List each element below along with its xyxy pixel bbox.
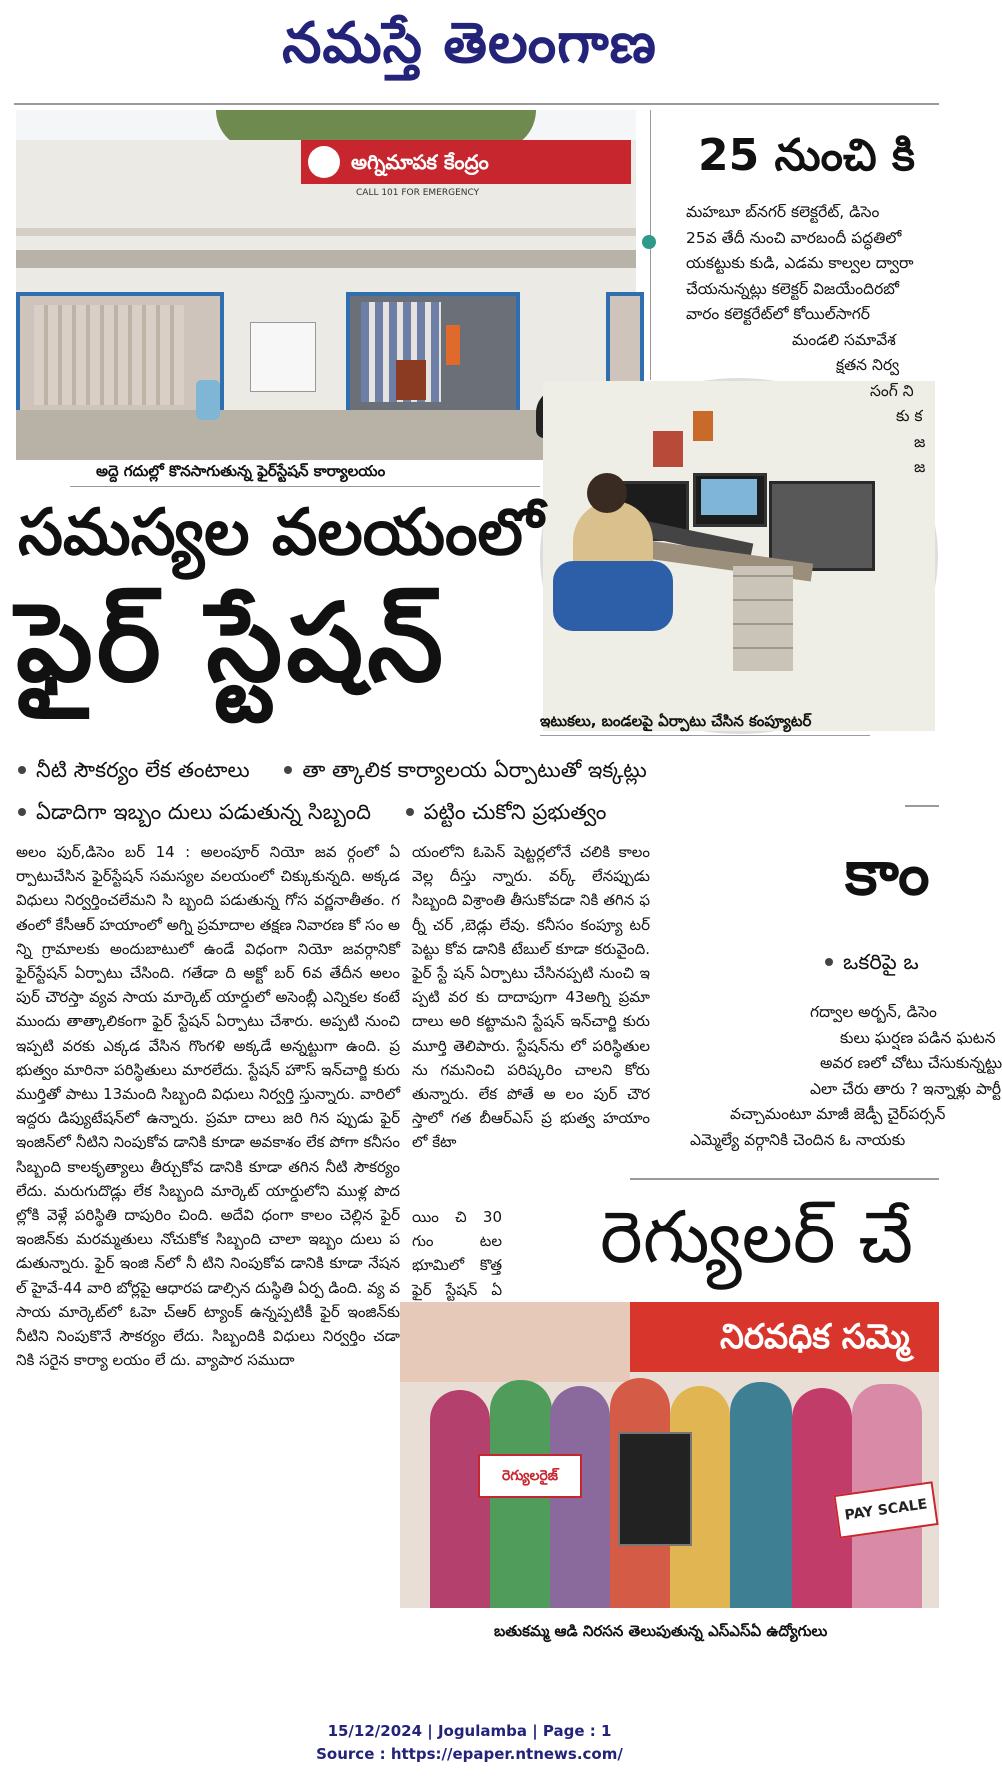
- footer-date-edition: 15/12/2024 | Jogulamba | Page : 1: [327, 1722, 612, 1740]
- body-column-1: అలం పుర్,డిసెం బర్ 14 : అలంపూర్ నియో జవ ర్గంలో ఏర్పాటుచేసిన ఫైర్‌స్టేషన్ సమస్యల వలయంలో చిక్కుకున్నది. అక్కడ విధులు నిర్వర్తించలేమని సి బ్బంది పడుతున్న గోస వర్ణనాతీతం. గతంలో కేసీఆర్ హయాంలో అగ్ని ప్రమాదాల తక్షణ నివారణ కో సం అన్ని గ్రామాలకు అందుబాటులో ఉండే విధంగా నియో జవర్గానికో ఫైర్‌స్టేషన్ ఏర్పాటు చేసింది. గతేడా ది అక్టో బర్ 6వ తేదీన అలం పుర్ చౌరస్తా వ్యవ సాయ మార్కెట్ యార్డులో అసెంబ్లీ ఎన్నికల కంటే ముందు తాత్కాలికంగా ఫైర్ స్టేషన్ ఏర్పాటు చేశారు. అప్పటి నుంచి ఇప్పటి వరకు ఎక్కడ వేసిన గొంగళి అక్కడే అన్నట్టుగా ఉంది. ప్రభుత్వం మారినా పరిస్థితులు మారలేదు. స్టేషన్ హౌస్ ఇన్‌చార్జి కురు ముర్తితో పాటు 13మంది సిబ్బంది విధులు నిర్వర్తి స్తున్నారు. వారిలో ఇద్దరు డిప్యుటేషన్‌లో ఉన్నారు. ప్రమా దాలు జరి గిన ప్పుడు ఫైర్ ఇంజిన్‌లో నీటిని నింపుకోవ డానికి కూడా అవకాశం లేక పోగా కనీసం సిబ్బంది కాలకృత్యాలు తీర్చుకోవ డానికి కూడా తగిన నీటి సౌకర్యం లేదు. మరుగుదొడ్లు లేక సిబ్బంది మార్కెట్ యార్డులోని ముళ్ల పొదల్లోకి వెళ్లే పరిస్థితి దాపురిం చింది. అదేవి ధంగా కాలం చెల్లిన ఫైర్ ఇంజిన్‌కు మరమ్మతులు నోచుకోక సిబ్బంది చాలా ఇబ్బం దులు పడుతున్నారు. ఫైర్ ఇంజి న్‌లో నీ టిని నింపుకోవ డానికి కూడా నేషనల్ హైవే-44 వారి బోర్లపై ఆధారప డాల్సిన దుస్థితి ఏర్ప డింది. వ్య వ సాయ మార్కెట్‌లో ఓహె చ్‌ఆర్ ట్యాంక్ ఉన్నప్పటికీ ఫైర్ ఇంజిన్‌కు నీటిని నింపుకొనే సౌకర్యం లేదు. సిబ్బందికి విధులు నిర్వర్తిం చడా నికి సరైన కార్యా లయం లే దు. వ్యాపార సముదా: [16, 843, 400, 1370]
- bullet-icon: [18, 766, 26, 774]
- protester: [430, 1390, 490, 1608]
- cutout-board: [618, 1432, 692, 1546]
- masthead-title: నమస్తే తెలంగాణ: [282, 10, 657, 76]
- side-text-line: యకట్టుకు కుడి, ఎడమ కాల్వల ద్వారా: [686, 254, 914, 272]
- side-text-line: కు క: [896, 407, 923, 425]
- side-text-line: వారం కలెక్టరేట్‌లో కోయిల్‌సాగర్: [686, 305, 870, 323]
- side-story2-subhead: [825, 948, 939, 976]
- side-text-line: జ: [914, 432, 926, 451]
- side-text-line: అవర ణలో చోటు చేసుకున్నట్టు: [820, 1054, 1002, 1072]
- side-text-line: గద్వాల అర్బన్, డిసెం: [810, 1003, 937, 1021]
- placard-pay-scale: PAY SCALE: [833, 1481, 938, 1538]
- emblem-icon: [308, 146, 340, 178]
- side-text-line: సంగ్ ని: [870, 381, 914, 400]
- equipment-cage: [769, 481, 875, 571]
- side-text-line: వచ్చామంటూ మాజీ జెడ్పీ చైర్‌పర్సన్: [730, 1105, 946, 1123]
- side-text-line: 25వ తేదీ నుంచి వారబందీ పద్ధతిలో: [686, 228, 902, 247]
- caption-rule: [70, 486, 540, 487]
- wall-picture: [653, 431, 683, 467]
- office-chair: [553, 561, 673, 631]
- side-text-line: చేయనున్నట్లు కలెక్టర్ విజయేందిరబో: [686, 279, 900, 298]
- body-column-2b: యిం చి 30 గుం టల భూమిలో కొత్త ఫైర్ స్టేషన్ ఏ: [412, 1208, 502, 1299]
- side-text-line: జ: [914, 458, 926, 476]
- side-story3-rule: [630, 1178, 939, 1180]
- photo3-caption: బతుకమ్మ ఆడి నిరసన తెలుపుతున్న ఎస్‌ఎస్‌ఏ ఉద్యోగులు: [494, 1622, 828, 1640]
- bullet-text: నీటి సౌకర్యం లేక తంటాలు: [36, 758, 250, 782]
- bullet-text: పట్టిం చుకోని ప్రభుత్వం: [423, 800, 607, 824]
- photo2-caption-rule: [540, 735, 870, 736]
- side-story2-subhead-text: ఒకరిపై ఒ: [843, 950, 919, 974]
- side-text-line: ఎమ్మెల్యే వర్గానికి చెందిన ఓ నాయకు: [690, 1130, 906, 1149]
- side-text-line: ఎలా చేరు తారు ? ఇన్నాళ్లు పార్టీ: [810, 1079, 1002, 1098]
- side-text-line: మండలి సమావేశ: [792, 330, 896, 349]
- side-story2-text: [690, 1000, 1002, 1160]
- bullet-row-2: [18, 798, 606, 826]
- notice-board: [250, 322, 316, 392]
- body-column-2a: యంలోని ఓపెన్ షెట్టర్లలోనే చలికి కాలం వెల్ల దీస్తు న్నారు. వర్క్ లేనప్పుడు సిబ్బంది విశ్రాంతి తీసుకోవడా నికి తగిన ఫర్నీ చర్ ,బెడ్లు లేవు. కనీసం కంప్యూ టర్ పెట్టు కోవ డానికి టేబుల్ కూడా కరువైంది. ఫైర్ స్టే షన్ ఏర్పాటు చేసినప్పటి నుంచి ఇప్పటి వర కు దాదాపుగా 43అగ్ని ప్రమా దాలు అరి కట్టామని స్టేషన్ ఇన్‌చార్జి కురు మూర్తి తెలిపారు. స్టేషన్‌ను లో పరిస్థితులను గమనించి పరిష్కరిం చాలని కోరు తున్నారు. లేక పోతే అ లం పుర్ చౌర స్తాలో గత బీఆర్ఎస్ ప్ర భుత్వ హయాం లో కేటా: [412, 843, 650, 1152]
- side-story1-head: 25 నుంచి కి: [698, 130, 915, 181]
- bullet-icon: [406, 808, 414, 816]
- side-story2-head: కాం: [845, 836, 930, 909]
- bullet-icon: [825, 958, 833, 966]
- protest-banner: నిరవధిక సమ్మె: [630, 1302, 939, 1372]
- brick-stack: [733, 566, 793, 671]
- headline-line1: సమస్యల వలయంలో: [18, 496, 544, 570]
- protest-photo: [400, 1302, 939, 1608]
- photo2-caption: ఇటుకలు, బండలపై ఏర్పాటు చేసిన కంప్యూటర్: [540, 712, 812, 730]
- signboard-small-text: CALL 101 FOR EMERGENCY: [356, 188, 480, 198]
- bullet-row-1: [18, 756, 647, 784]
- headline-line2: ఫైర్ స్టేషన్: [16, 581, 448, 706]
- photo1-caption: అద్దె గదుల్లో కొనసాగుతున్న ఫైర్‌స్టేషన్ కార్యాలయం: [96, 462, 386, 480]
- side-story1-icon: [642, 235, 656, 249]
- bullet-icon: [18, 808, 26, 816]
- bullet-text: తా త్కాలిక కార్యాలయ ఏర్పాటుతో ఇక్కట్లు: [302, 758, 647, 782]
- fire-station-signboard: అగ్నిమాపక కేంద్రం: [301, 140, 631, 184]
- bullet-text: ఏడాదిగా ఇబ్బం దులు పడుతున్న సిబ్బంది: [36, 800, 371, 824]
- bullet-icon: [284, 766, 292, 774]
- side-text-line: కులు ఘర్షణ పడిన ఘటన: [840, 1028, 996, 1047]
- placard-regularize: రెగ్యులరైజ్: [478, 1454, 582, 1498]
- side-text-line: మహబూ బ్‌నగర్ కలెక్టరేట్, డిసెం: [686, 203, 880, 221]
- masthead-rule: [14, 103, 939, 105]
- protester: [730, 1382, 792, 1608]
- side-story2-rule: [905, 805, 939, 807]
- side-text-line: క్షతన నిర్వ: [836, 356, 900, 374]
- side-story3-head: రెగ్యులర్ చే: [600, 1195, 914, 1279]
- footer-source: Source : https://epaper.ntnews.com/: [316, 1745, 623, 1763]
- side-story1-text: [686, 200, 939, 490]
